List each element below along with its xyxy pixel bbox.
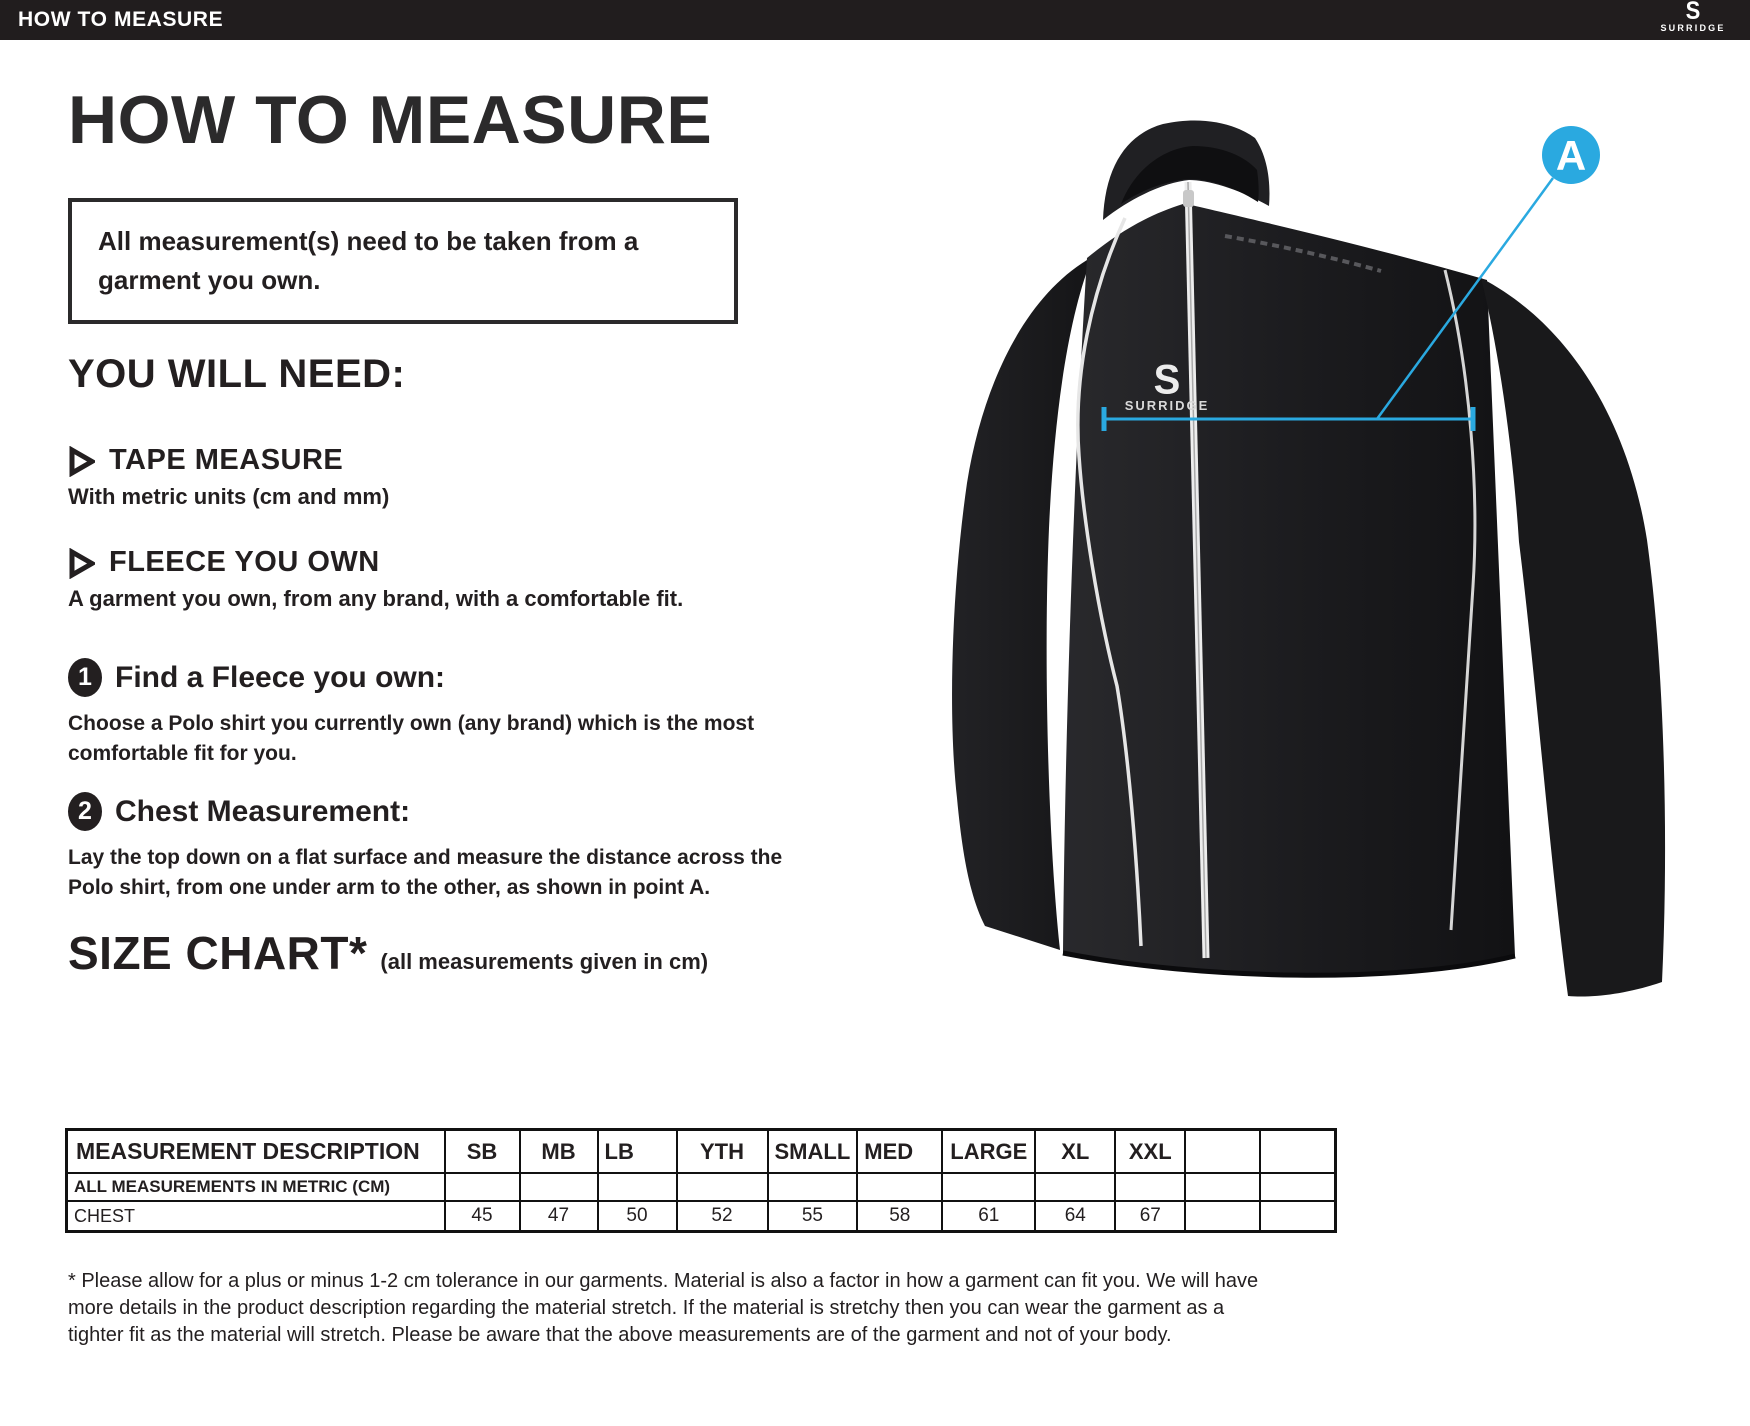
column-header: SB <box>445 1130 520 1174</box>
table-cell <box>1260 1201 1335 1232</box>
table-row <box>67 1201 1336 1232</box>
table-cell: 64 <box>1035 1201 1115 1232</box>
need-item-description: A garment you own, from any brand, with a comfortable fit. <box>68 586 684 611</box>
chest-logo-text: SURRIDGE <box>1124 398 1210 413</box>
size-chart-title: SIZE CHART* <box>68 927 368 979</box>
table-cell <box>1185 1173 1260 1201</box>
table-cell <box>857 1173 942 1201</box>
size-chart-table <box>65 1128 1337 1233</box>
top-bar-title: HOW TO MEASURE <box>18 8 224 31</box>
step-description: Lay the top down on a flat surface and measure the distance across the Polo shirt, from one under arm to the other, as shown in point A. <box>68 846 783 899</box>
table-cell <box>768 1173 858 1201</box>
column-header: MEASUREMENT DESCRIPTION <box>67 1130 445 1174</box>
table-cell <box>1035 1173 1115 1201</box>
step-2 <box>68 792 800 903</box>
table-cell <box>1185 1201 1260 1232</box>
column-header: MED <box>857 1130 942 1174</box>
table-cell <box>677 1173 768 1201</box>
size-chart-heading <box>68 926 708 980</box>
notice-box <box>68 198 738 324</box>
triangle-bullet-icon <box>68 446 95 477</box>
triangle-bullet-icon <box>68 548 95 579</box>
surridge-logo <box>1648 0 1738 40</box>
table-cell <box>1115 1173 1185 1201</box>
table-cell <box>1260 1173 1335 1201</box>
marker-a-label: A <box>1555 132 1587 179</box>
table-cell: 67 <box>1115 1201 1185 1232</box>
step-title: Find a Fleece you own: <box>115 660 446 694</box>
table-cell: 61 <box>942 1201 1035 1232</box>
table-cell <box>942 1173 1035 1201</box>
table-cell <box>520 1173 598 1201</box>
column-header <box>1260 1130 1335 1174</box>
table-cell: 45 <box>445 1201 520 1232</box>
column-header: MB <box>520 1130 598 1174</box>
step-description: Choose a Polo shirt you currently own (any brand) which is the most comfortable fit for you. <box>68 712 755 765</box>
table-header-row <box>67 1130 1336 1174</box>
you-will-need-heading: YOU WILL NEED: <box>68 352 406 396</box>
surridge-logo-text: SURRIDGE <box>1660 23 1726 33</box>
fleece-jacket-figure <box>925 108 1690 1003</box>
need-item-fleece <box>68 546 683 612</box>
table-cell: 50 <box>598 1201 677 1232</box>
notice-text: All measurement(s) need to be taken from a garment you own. <box>98 226 639 295</box>
zip-pull <box>1183 190 1194 207</box>
step-number-badge: 2 <box>68 792 102 831</box>
need-item-label: FLEECE YOU OWN <box>109 546 380 578</box>
row-label: ALL MEASUREMENTS IN METRIC (CM) <box>67 1173 445 1201</box>
column-header: XXL <box>1115 1130 1185 1174</box>
table-cell <box>598 1173 677 1201</box>
column-header: LARGE <box>942 1130 1035 1174</box>
column-header: LB <box>598 1130 677 1174</box>
column-header: XL <box>1035 1130 1115 1174</box>
chest-logo-s-icon: S <box>1153 355 1181 403</box>
need-item-description: With metric units (cm and mm) <box>68 484 390 509</box>
table-cell <box>445 1173 520 1201</box>
fleece-jacket-illustration <box>925 108 1690 1003</box>
table-cell: 52 <box>677 1201 768 1232</box>
table-row <box>67 1173 1336 1201</box>
step-number-badge: 1 <box>68 658 102 697</box>
page-title: HOW TO MEASURE <box>68 82 713 158</box>
row-label: CHEST <box>67 1201 445 1232</box>
step-1 <box>68 658 800 769</box>
table-cell: 58 <box>857 1201 942 1232</box>
need-item-label: TAPE MEASURE <box>109 444 344 476</box>
column-header <box>1185 1130 1260 1174</box>
column-header: SMALL <box>768 1130 858 1174</box>
table-cell: 47 <box>520 1201 598 1232</box>
surridge-s-icon: S <box>1685 0 1701 25</box>
jacket-body <box>1063 204 1515 975</box>
size-chart-subtitle: (all measurements given in cm) <box>380 949 709 974</box>
size-chart-footnote: * Please allow for a plus or minus 1-2 cm tolerance in our garments. Material is also a factor in how a garment can fit you. We will have more details in the product description regarding the material stretch. If the material is stretchy then you can wear the garment as a tighter fit as the material will stretch. Please be aware that the above measurements are of the garment and not of your body. <box>68 1270 1259 1347</box>
top-bar <box>0 0 1750 40</box>
step-title: Chest Measurement: <box>115 794 411 828</box>
column-header: YTH <box>677 1130 768 1174</box>
need-item-tape-measure <box>68 444 389 510</box>
table-cell: 55 <box>768 1201 858 1232</box>
